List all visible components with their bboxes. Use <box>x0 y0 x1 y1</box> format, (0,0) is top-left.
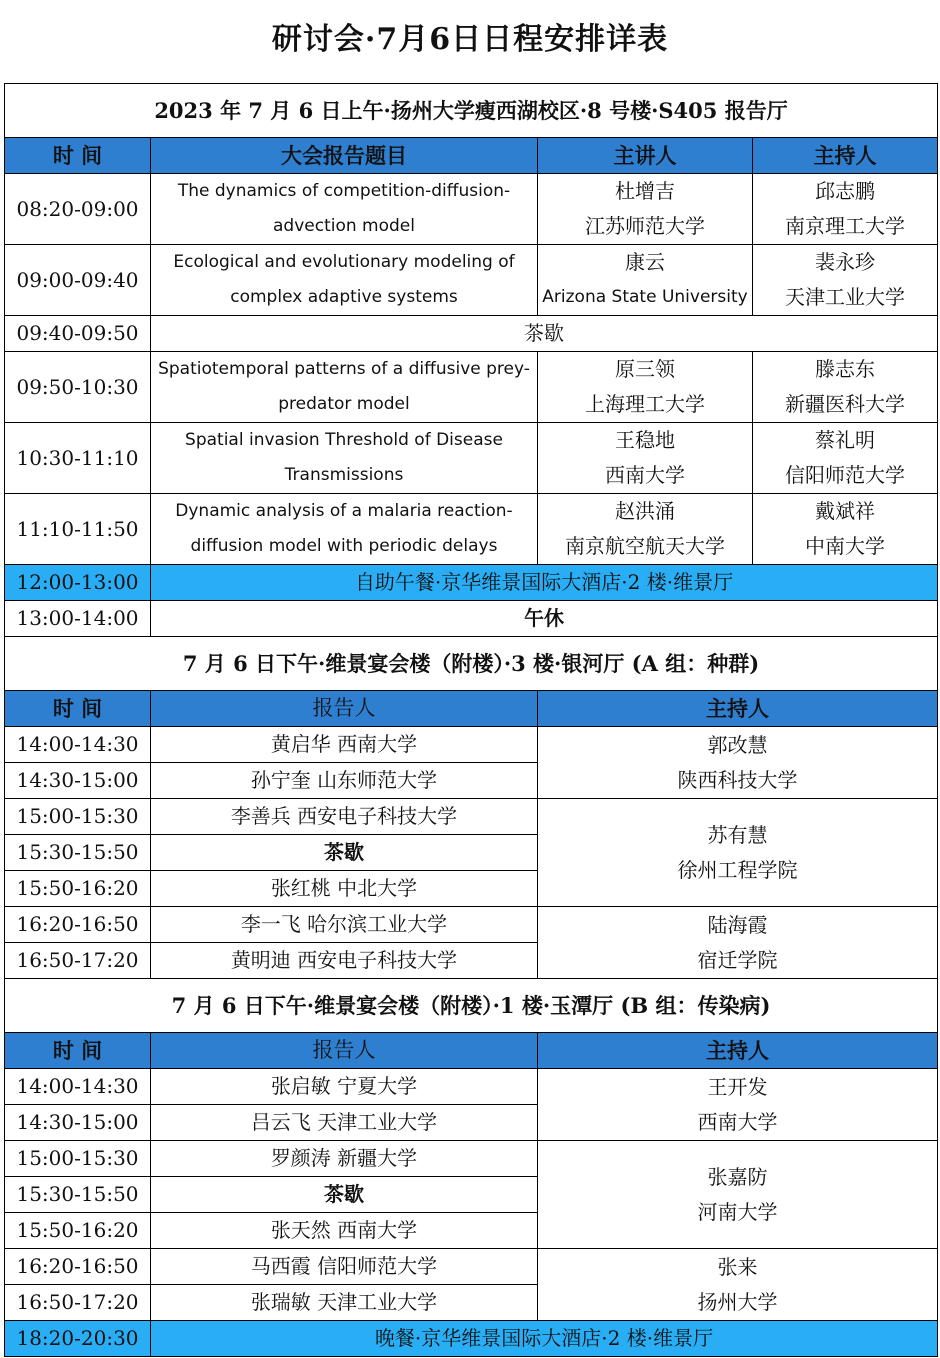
talk-topic-line: diffusion model with periodic delays <box>190 536 498 556</box>
page-title: 研讨会·7月6日日程安排详表 <box>271 22 669 57</box>
host-name: 裴永珍 <box>815 250 876 274</box>
speaker-name: 康云 <box>625 250 665 274</box>
host-name: 张嘉防 <box>707 1164 768 1189</box>
session-speaker: 张红桃 中北大学 <box>151 871 538 907</box>
header-speaker: 主讲人 <box>538 138 753 174</box>
lunch-row <box>5 565 938 601</box>
talk-time: 11:10-11:50 <box>5 494 151 565</box>
talk-host <box>753 423 938 494</box>
session-time: 14:30-15:00 <box>5 1105 151 1141</box>
morning-heading: 2023 年 7 月 6 日上午·扬州大学瘦西湖校区·8 号楼·S405 报告厅 <box>5 84 938 138</box>
session-time: 15:00-15:30 <box>5 799 151 835</box>
talk-topic <box>151 245 538 316</box>
talk-topic-line: Spatial invasion Threshold of Disease <box>185 430 503 450</box>
talk-topic-line: Dynamic analysis of a malaria reaction- <box>175 501 513 521</box>
talk-topic-line: complex adaptive systems <box>230 287 458 307</box>
session-row <box>5 907 938 943</box>
session-speaker: 张启敏 宁夏大学 <box>151 1069 538 1105</box>
host-org: 徐州工程学院 <box>677 857 798 882</box>
session-time: 15:50-16:20 <box>5 1213 151 1249</box>
schedule-table <box>4 83 938 1357</box>
host-name: 张来 <box>717 1254 758 1279</box>
session-row <box>5 1141 938 1177</box>
talk-row <box>5 352 938 423</box>
session-time: 16:20-16:50 <box>5 1249 151 1285</box>
host-name: 苏有慧 <box>707 822 768 847</box>
lunch-label: 自助午餐·京华维景国际大酒店·2 楼·维景厅 <box>151 565 938 601</box>
session-host <box>538 799 938 907</box>
session-time: 15:30-15:50 <box>5 1177 151 1213</box>
talk-topic-line: predator model <box>278 394 410 414</box>
session-speaker: 黄启华 西南大学 <box>151 727 538 763</box>
host-name: 王开发 <box>707 1074 768 1099</box>
session-speaker: 李一飞 哈尔滨工业大学 <box>151 907 538 943</box>
group-b-heading: 7 月 6 日下午·维景宴会楼（附楼）·1 楼·玉潭厅 (B 组：传染病) <box>5 979 938 1033</box>
group-a-heading: 7 月 6 日下午·维景宴会楼（附楼）·3 楼·银河厅 (A 组：种群) <box>5 637 938 691</box>
group-b-header-row <box>5 1033 938 1069</box>
talk-topic <box>151 423 538 494</box>
host-name: 滕志东 <box>815 357 876 381</box>
session-row <box>5 799 938 835</box>
talk-row <box>5 174 938 245</box>
dinner-time: 18:20-20:30 <box>5 1321 151 1357</box>
session-time: 14:30-15:00 <box>5 763 151 799</box>
session-tea-break: 茶歇 <box>151 835 538 871</box>
header-speaker: 报告人 <box>151 691 538 727</box>
session-speaker: 黄明迪 西安电子科技大学 <box>151 943 538 979</box>
talk-host <box>753 352 938 423</box>
talk-topic-line: Transmissions <box>284 465 404 485</box>
session-time: 16:50-17:20 <box>5 943 151 979</box>
session-row <box>5 727 938 763</box>
session-host <box>538 1141 938 1249</box>
group-a-header-row <box>5 691 938 727</box>
session-speaker: 马西霞 信阳师范大学 <box>151 1249 538 1285</box>
talk-host <box>753 174 938 245</box>
session-row <box>5 1069 938 1105</box>
talk-speaker <box>538 174 753 245</box>
session-time: 15:50-16:20 <box>5 871 151 907</box>
speaker-name: 原三领 <box>615 357 675 381</box>
talk-topic-line: Spatiotemporal patterns of a diffusive prey- <box>158 359 530 379</box>
talk-topic <box>151 494 538 565</box>
header-time: 时 间 <box>5 138 151 174</box>
host-org: 河南大学 <box>697 1199 778 1224</box>
session-host <box>538 727 938 799</box>
tea-break-time: 09:40-09:50 <box>5 316 151 352</box>
session-time: 16:20-16:50 <box>5 907 151 943</box>
host-org: 南京理工大学 <box>785 214 906 238</box>
speaker-org: 江苏师范大学 <box>585 214 705 238</box>
session-time: 15:30-15:50 <box>5 835 151 871</box>
talk-time: 08:20-09:00 <box>5 174 151 245</box>
host-org: 天津工业大学 <box>785 285 906 309</box>
tea-break-label: 茶歇 <box>151 316 938 352</box>
host-org: 中南大学 <box>805 534 886 558</box>
host-name: 郭改慧 <box>707 732 768 757</box>
talk-topic <box>151 352 538 423</box>
header-speaker: 报告人 <box>151 1033 538 1069</box>
talk-time: 09:50-10:30 <box>5 352 151 423</box>
session-host <box>538 907 938 979</box>
talk-topic-line: The dynamics of competition-diffusion- <box>177 181 511 201</box>
talk-topic-line: Ecological and evolutionary modeling of <box>173 252 515 272</box>
dinner-label: 晚餐·京华维景国际大酒店·2 楼·维景厅 <box>151 1321 938 1357</box>
dinner-row <box>5 1321 938 1357</box>
speaker-org: 南京航空航天大学 <box>565 534 725 558</box>
group-a-heading-row <box>5 637 938 691</box>
header-time: 时 间 <box>5 1033 151 1069</box>
tea-break-row <box>5 316 938 352</box>
morning-header-row <box>5 138 938 174</box>
header-topic: 大会报告题目 <box>151 138 538 174</box>
session-time: 16:50-17:20 <box>5 1285 151 1321</box>
speaker-name: 赵洪涌 <box>615 499 675 523</box>
talk-row <box>5 245 938 316</box>
talk-topic-line: advection model <box>273 216 415 236</box>
session-speaker: 张天然 西南大学 <box>151 1213 538 1249</box>
session-row <box>5 1249 938 1285</box>
host-org: 西南大学 <box>697 1109 778 1134</box>
rest-label: 午休 <box>151 601 938 637</box>
host-name: 蔡礼明 <box>815 428 876 452</box>
talk-host <box>753 494 938 565</box>
session-time: 14:00-14:30 <box>5 727 151 763</box>
speaker-org: 西南大学 <box>605 463 685 487</box>
session-host <box>538 1249 938 1321</box>
talk-speaker <box>538 494 753 565</box>
host-org: 新疆医科大学 <box>785 392 906 416</box>
talk-speaker <box>538 352 753 423</box>
rest-time: 13:00-14:00 <box>5 601 151 637</box>
talk-topic <box>151 174 538 245</box>
session-speaker: 张瑞敏 天津工业大学 <box>151 1285 538 1321</box>
session-speaker: 孙宁奎 山东师范大学 <box>151 763 538 799</box>
session-time: 15:00-15:30 <box>5 1141 151 1177</box>
speaker-org: Arizona State University <box>542 287 748 307</box>
host-org: 陕西科技大学 <box>677 767 798 792</box>
header-host: 主持人 <box>538 1033 938 1069</box>
host-org: 信阳师范大学 <box>785 463 906 487</box>
speaker-name: 王稳地 <box>615 428 675 452</box>
talk-host <box>753 245 938 316</box>
rest-row <box>5 601 938 637</box>
header-host: 主持人 <box>753 138 938 174</box>
host-org: 扬州大学 <box>697 1289 778 1314</box>
lunch-time: 12:00-13:00 <box>5 565 151 601</box>
host-name: 戴斌祥 <box>815 499 876 523</box>
session-tea-break: 茶歇 <box>151 1177 538 1213</box>
host-name: 陆海霞 <box>707 912 768 937</box>
speaker-org: 上海理工大学 <box>585 392 705 416</box>
talk-speaker <box>538 245 753 316</box>
morning-heading-row <box>5 84 938 138</box>
session-time: 14:00-14:30 <box>5 1069 151 1105</box>
session-speaker: 李善兵 西安电子科技大学 <box>151 799 538 835</box>
talk-speaker <box>538 423 753 494</box>
group-b-heading-row <box>5 979 938 1033</box>
session-speaker: 罗颜涛 新疆大学 <box>151 1141 538 1177</box>
session-host <box>538 1069 938 1141</box>
header-time: 时 间 <box>5 691 151 727</box>
host-name: 邱志鹏 <box>815 179 876 203</box>
speaker-name: 杜增吉 <box>615 179 675 203</box>
header-host: 主持人 <box>538 691 938 727</box>
talk-time: 09:00-09:40 <box>5 245 151 316</box>
talk-row <box>5 423 938 494</box>
session-speaker: 吕云飞 天津工业大学 <box>151 1105 538 1141</box>
host-org: 宿迁学院 <box>697 947 778 972</box>
talk-row <box>5 494 938 565</box>
talk-time: 10:30-11:10 <box>5 423 151 494</box>
